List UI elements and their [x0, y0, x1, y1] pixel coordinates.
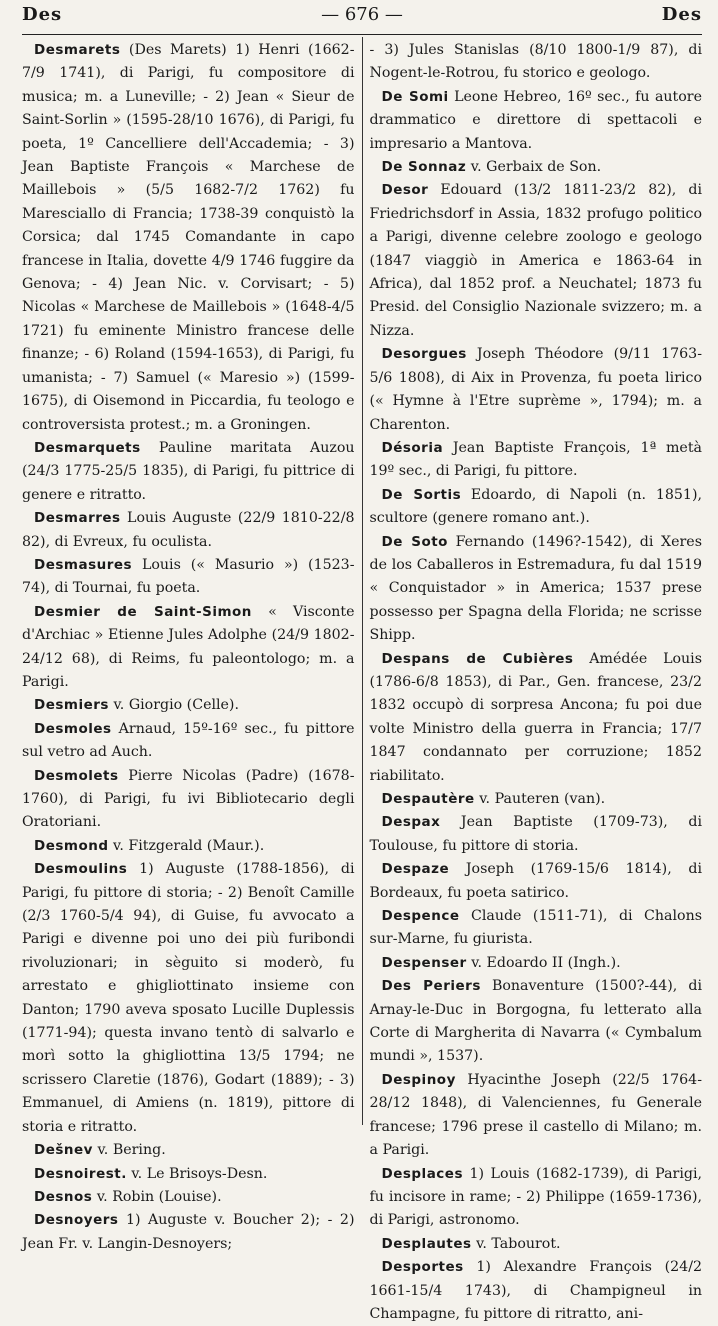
entry-headword: Despence — [381, 908, 460, 925]
entry-text: v. Fitzgerald (Maur.). — [108, 837, 265, 854]
entry-headword: Desmolets — [34, 767, 119, 784]
dictionary-entry — [22, 718, 355, 765]
entry-headword: Desplaces — [381, 1165, 463, 1182]
entry-headword: De Sonnaz — [381, 159, 467, 176]
entry-headword: Despaze — [381, 861, 450, 878]
entry-text: Joseph (1769-15/6 1814), di Bordeaux, fu poeta satirico. — [369, 861, 702, 901]
entry-text: v. Pauteren (van). — [474, 791, 606, 807]
entry-text: Fernando (1496?-1542), di Xeres de los Caballeros in Estremadura, fu dal 1519 « Conquistador » in America; 1537 prese possesso per Spagna della Florida; ne scrisse Shipp. — [369, 533, 702, 644]
entry-text: Amédée Louis (1786-6/8 1853), di Par., Gen. francese, 23/2 1832 occupò di sorpresa Ancona; fu poi due volte Ministro della guerra in Francia; 17/7 1847 condannato per corruzione; 1852 riabilitato. — [369, 650, 702, 784]
entry-headword: De Soto — [381, 533, 448, 550]
dictionary-entry — [22, 507, 355, 554]
dictionary-entry — [370, 1163, 703, 1233]
entry-headword: Desmarres — [34, 510, 121, 527]
entry-headword: Despinoy — [381, 1071, 456, 1088]
dictionary-entry — [22, 694, 355, 717]
entry-text: v. Tabourot. — [471, 1235, 561, 1252]
entry-text: v. Edoardo II (Ingh.). — [466, 954, 621, 971]
entry-text: Louis (« Masurio ») (1523-74), di Tournai, fu poeta. — [22, 556, 355, 597]
entry-headword: Dešnev — [34, 1142, 93, 1159]
columns — [22, 35, 702, 1322]
entry-headword: Desnoirest. — [34, 1165, 127, 1182]
entry-text: Pierre Nicolas (Padre) (1678-1760), di Parigi, fu ivi Bibliotecario degli Oratoriani. — [22, 767, 355, 831]
entry-text: Louis Auguste (22/9 1810-22/8 82), di Evreux, fu oculista. — [22, 510, 355, 550]
dictionary-entry — [22, 1186, 355, 1209]
dictionary-entry — [370, 858, 703, 905]
entry-text: Jean Baptiste (1709-73), di Toulouse, fu pittore di storia. — [369, 814, 702, 854]
entry-headword: Desmond — [34, 837, 109, 854]
entry-headword: Desmier de Saint-Simon — [34, 603, 252, 620]
dictionary-entry — [370, 437, 703, 484]
dictionary-entry — [370, 905, 703, 952]
dictionary-entry — [370, 484, 703, 531]
entry-text: Pauline maritata Auzou (24/3 1775-25/5 1835), di Parigi, fu pittrice di genere e ritratto. — [22, 439, 355, 503]
dictionary-entry — [370, 952, 703, 975]
entry-text: Arnaud, 15º-16º sec., fu pittore sul vetro ad Auch. — [22, 720, 355, 761]
page-number: — 676 — — [321, 4, 403, 25]
entry-headword: Des Periers — [381, 978, 481, 995]
entry-headword: Desmiers — [34, 697, 109, 714]
dictionary-entry — [22, 1163, 355, 1186]
dictionary-entry — [22, 835, 355, 858]
entry-text: v. Bering. — [92, 1142, 166, 1159]
entry-headword: Despautère — [381, 791, 475, 807]
dictionary-entry — [22, 858, 355, 1139]
dictionary-entry — [370, 179, 703, 343]
entry-text: 1) Alexandre François (24/2 1661-15/4 1743), di Champigneul in Champagne, fu pittore di ritratto, ani- — [369, 1259, 702, 1322]
dictionary-entry — [370, 156, 703, 179]
entry-headword: Desmoles — [34, 720, 112, 737]
dictionary-entry — [22, 554, 355, 601]
dictionary-entry — [370, 788, 703, 811]
entry-text: 1) Louis (1682-1739), di Parigi, fu incisore in rame; - 2) Philippe (1659-1736), di Parigi, astronomo. — [369, 1165, 702, 1229]
dictionary-entry — [22, 39, 355, 437]
entry-text: Joseph Théodore (9/11 1763-5/6 1808), di Aix in Provenza, fu poeta lirico (« Hymne à l'Etre suprème », 1794); m. a Charenton. — [369, 346, 702, 433]
entry-text: v. Robin (Louise). — [92, 1188, 222, 1205]
left-column — [22, 35, 362, 1252]
dictionary-entry — [370, 86, 703, 156]
entry-text: Leone Hebreo, 16º sec., fu autore drammatico e direttore di spettacoli e impresario a Mantova. — [369, 88, 702, 152]
dictionary-entry — [370, 1256, 703, 1326]
entry-headword: Desnoyers — [34, 1212, 119, 1229]
entry-text: 1) Auguste (1788-1856), di Parigi, fu pittore di storia; - 2) Benoît Camille (2/3 1760-5/4 94), di Guise, fu avvocato a Parigi e divenne poi uno dei più furibondi rivoluzionari; in sèguito si moderò, fu arrestato e ghigliottinato insieme con Danton; 1790 aveva sposato Lucille Duplessis (1771-94); questa invano tentò di salvarlo e morì sotto la ghigliottina 13/5 1794; ne scrissero Claretie (1876), Godart (1889); - 3) Emmanuel, di Amiens (n. 1819), pittore di storia e ritratto. — [22, 861, 355, 1135]
entry-headword: Désoria — [381, 439, 444, 456]
entry-text: Jean Baptiste François, 1ª metà 19º sec., di Parigi, fu pittore. — [369, 439, 702, 480]
entry-headword: Despax — [381, 814, 441, 831]
page-header — [22, 4, 702, 32]
entry-text: v. Giorgio (Celle). — [108, 697, 239, 714]
entry-headword: Desnos — [34, 1188, 93, 1205]
entry-headword: Desmarquets — [34, 439, 141, 456]
dictionary-entry — [22, 1139, 355, 1162]
dictionary-entry — [22, 437, 355, 507]
entry-text: Bonaventure (1500?-44), di Arnay-le-Duc in Borgogna, fu letterato alla Corte di Margherita di Navarra (« Cymbalum mundi », 1537). — [369, 978, 702, 1065]
entry-headword: Desmasures — [34, 556, 133, 573]
entry-text: Edoardo, di Napoli (n. 1851), scultore (genere romano ant.). — [369, 486, 702, 527]
dictionary-entry — [370, 343, 703, 437]
entry-text: Claude (1511-71), di Chalons sur-Marne, fu giurista. — [369, 908, 702, 948]
dictionary-entry — [370, 531, 703, 648]
entry-headword: Desportes — [381, 1259, 464, 1276]
entry-text: Edouard (13/2 1811-23/2 82), di Friedrichsdorf in Assia, 1832 profugo politico a Parigi, divenne celebre zoologo e geologo (1847 viaggiò in America e 1863-64 in Africa), dal 1852 prof. a Neuchatel; 1873 fu Presid. del Consiglio Nazionale svizzero; m. a Nizza. — [369, 182, 702, 339]
entry-headword: De Somi — [381, 88, 449, 105]
running-head-right: Des — [661, 4, 702, 25]
entry-text: - 3) Jules Stanislas (8/10 1800-1/9 87), di Nogent-le-Rotrou, fu storico e geologo. — [369, 42, 702, 82]
entry-headword: Despans de Cubières — [381, 650, 574, 667]
running-head-left: Des — [22, 4, 63, 25]
dictionary-entry — [370, 975, 703, 1069]
dictionary-entry — [370, 39, 703, 86]
dictionary-entry — [370, 811, 703, 858]
entry-headword: Desorgues — [381, 346, 467, 363]
entry-text: 1) Auguste v. Boucher 2); - 2) Jean Fr. v. Langin-Desnoyers; — [22, 1212, 355, 1252]
entry-text: v. Gerbaix de Son. — [466, 159, 602, 176]
entry-headword: Desmarets — [34, 42, 121, 58]
dictionary-entry — [22, 601, 355, 695]
entry-text: « Visconte d'Archiac » Etienne Jules Adolphe (24/9 1802-24/12 68), di Reims, fu paleontologo; m. a Parigi. — [22, 603, 355, 690]
dictionary-entry — [22, 765, 355, 835]
entry-headword: Desplautes — [381, 1235, 472, 1252]
dictionary-entry — [370, 1069, 703, 1163]
dictionary-entry — [370, 1233, 703, 1256]
entry-text: (Des Marets) 1) Henri (1662-7/9 1741), di Parigi, fu compositore di musica; m. a Luneville; - 2) Jean « Sieur de Saint-Sorlin » (1595-28/10 1676), di Parigi, fu poeta, 1º Cancelliere dell'Accademia; - 3) Jean Baptiste François « Marchese de Maillebois » (5/5 1682-7/2 1762) fu Maresciallo di Francia; 1738-39 conquistò la Corsica; dal 1745 Comandante in capo francese in Italia, dovette 4/9 1746 fuggire da Genova; - 4) Jean Nic. v. Corvisart; - 5) Nicolas « Marchese de Maillebois » (1648-4/5 1721) fu eminente Ministro francese delle finanze; - 6) Roland (1594-1653), di Parigi, fu umanista; - 7) Samuel (« Maresio ») (1599-1675), di Oisemond in Piccardia, fu teologo e controversista protest.; m. a Groningen. — [22, 42, 355, 433]
entry-headword: Despenser — [381, 954, 467, 971]
dictionary-entry — [22, 1209, 355, 1256]
right-column — [363, 35, 703, 1322]
dictionary-entry — [370, 648, 703, 788]
entry-text: Hyacinthe Joseph (22/5 1764-28/12 1848), di Valenciennes, fu Generale francese; 1796 prese il castello di Milano; m. a Parigi. — [369, 1071, 702, 1159]
entry-headword: Desmoulins — [34, 861, 128, 878]
entry-text: v. Le Brisoys-Desn. — [126, 1165, 268, 1182]
entry-headword: Desor — [381, 182, 429, 199]
entry-headword: De Sortis — [381, 486, 462, 503]
